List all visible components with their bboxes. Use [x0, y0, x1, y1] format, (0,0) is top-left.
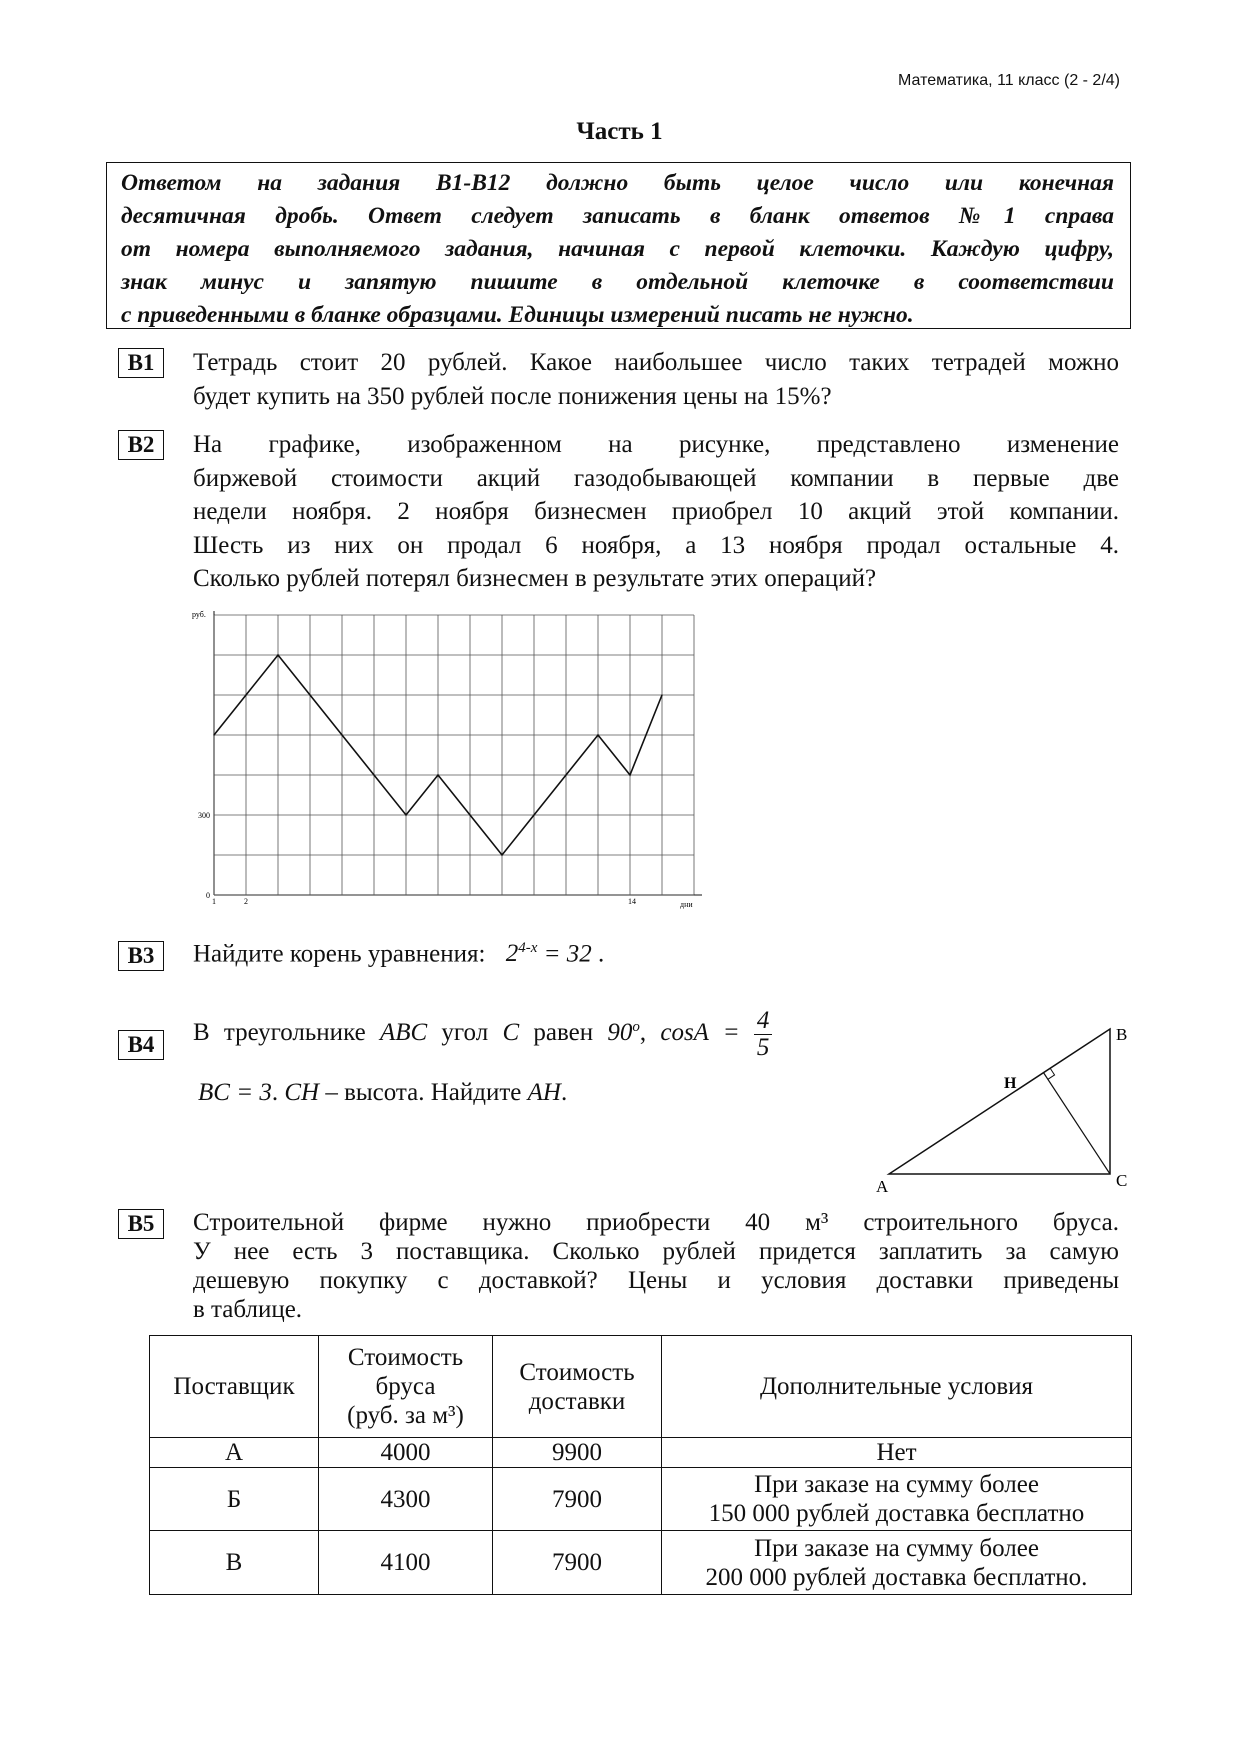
task-label-b1: B1 [118, 348, 164, 378]
point-h-label: H [1004, 1075, 1017, 1092]
text: – высота. Найдите [319, 1079, 528, 1106]
x-tick-label: 14 [628, 897, 636, 906]
suppliers-table [149, 1335, 1132, 1595]
task-label-b5: B5 [118, 1209, 164, 1239]
x-axis-label: дни [680, 900, 693, 909]
cond-line: 200 000 рублей доставка бесплатно. [705, 1563, 1088, 1591]
text: равен [533, 1019, 594, 1047]
y-axis-label: руб. [192, 610, 206, 619]
stock-price-chart [170, 600, 710, 920]
cell-supplier: А [150, 1438, 319, 1468]
task-b4-line2 [198, 1079, 567, 1107]
text: . [271, 1079, 285, 1106]
text: угол [441, 1019, 489, 1047]
b3-prompt: Найдите корень уравнения: [193, 940, 486, 968]
table-row [150, 1438, 1132, 1468]
cell-price: 4000 [319, 1438, 493, 1468]
header-line: Стоимость [519, 1358, 635, 1386]
instruction-line: с приведенными в бланке образцами. Единицы измерений писать не нужно. [121, 302, 914, 328]
vertex-b-label: B [1116, 1025, 1128, 1044]
x-tick-label: 1 [212, 897, 216, 906]
text-line: На графике, изображенном на рисунке, представлено изменение [193, 431, 1119, 458]
math-ch: CH [284, 1079, 320, 1106]
vertex-a-label: A [876, 1177, 889, 1196]
cell-conditions: Нет [662, 1438, 1132, 1468]
task-b5-text [193, 1208, 1119, 1324]
text-line: в таблице. [193, 1296, 303, 1323]
cell-conditions [662, 1468, 1132, 1531]
math-ah: AH [527, 1079, 561, 1106]
instruction-line: от номера выполняемого задания, начиная с первой клеточки. Каждую цифру, [121, 236, 1114, 262]
degree-sign: o [632, 1018, 640, 1035]
task-label-b2: B2 [118, 430, 164, 460]
cell-supplier: В [150, 1531, 319, 1595]
cell-supplier: Б [150, 1468, 319, 1531]
text: , [639, 1019, 647, 1047]
equation-exponent: 4-x [518, 940, 538, 956]
header-conditions: Дополнительные условия [662, 1336, 1132, 1438]
cell-delivery: 7900 [493, 1468, 662, 1531]
math-cos: cosA = [660, 1019, 740, 1047]
task-b3-text [193, 940, 604, 968]
table-row [150, 1468, 1132, 1531]
header-line: доставки [528, 1387, 626, 1415]
numerator: 4 [754, 1008, 773, 1035]
header-line: бруса [375, 1373, 436, 1400]
part-title: Часть 1 [576, 118, 663, 145]
cell-price: 4300 [319, 1468, 493, 1531]
header-line: Стоимость [347, 1344, 464, 1371]
text-line: У нее есть 3 поставщика. Сколько рублей придется заплатить за самую [193, 1238, 1119, 1265]
task-b2-text [193, 428, 1119, 596]
triangle-diagram [860, 1010, 1160, 1200]
page-header: Математика, 11 класс (2 - 2/4) [898, 72, 1120, 89]
text-line: Строительной фирме нужно приобрести 40 м³ строительного бруса. [193, 1209, 1119, 1236]
vertex-c-label: C [1116, 1171, 1128, 1190]
text: . [560, 1079, 568, 1106]
equation-base: 2 [505, 940, 519, 968]
instructions-box [106, 162, 1131, 329]
task-label-b4: B4 [118, 1030, 164, 1060]
equation-end: . [598, 940, 605, 968]
table-header-row [150, 1336, 1132, 1438]
task-b1-text [193, 346, 1119, 413]
header-price [319, 1336, 493, 1438]
text-line: будет купить на 350 рублей после понижения цены на 15%? [193, 382, 832, 410]
text-line: дешевую покупку с доставкой? Цены и условия доставки приведены [193, 1267, 1119, 1294]
text: В треугольнике [193, 1019, 366, 1047]
fraction [754, 1008, 773, 1061]
instruction-line: десятичная дробь. Ответ следует записать в бланк ответов №1 справа [121, 203, 1114, 229]
text-line: Сколько рублей потерял бизнесмен в результате этих операций? [193, 565, 877, 592]
cond-line: При заказе на сумму более [754, 1471, 1039, 1498]
equation-rhs: = 32 [543, 940, 592, 968]
header-line: (руб. за м³) [347, 1402, 464, 1429]
text-line: биржевой стоимости акций газодобывающей компании в первые две [193, 464, 1119, 492]
denominator: 5 [756, 1034, 770, 1061]
cond-line: 150 000 рублей доставка бесплатно [708, 1500, 1085, 1527]
task-label-b3: B3 [118, 941, 164, 971]
table-row [150, 1531, 1132, 1595]
text-line: недели ноября. 2 ноября бизнесмен приобрел 10 акций этой компании. [193, 498, 1119, 525]
y-tick-label: 0 [206, 891, 210, 900]
header-delivery [493, 1336, 662, 1438]
math-abc: ABC [379, 1019, 428, 1047]
task-b4-line1 [193, 1008, 772, 1061]
text-line: Тетрадь стоит 20 рублей. Какое наибольшее число таких тетрадей можно [193, 349, 1119, 376]
instruction-line: знак минус и запятую пишите в отдельной клеточке в соответствии [121, 269, 1114, 295]
cell-delivery: 7900 [493, 1531, 662, 1595]
header-supplier: Поставщик [150, 1336, 319, 1438]
y-tick-label: 300 [198, 811, 210, 820]
math-c: C [502, 1019, 520, 1047]
math-bc: BC = 3 [198, 1079, 272, 1106]
cell-delivery: 9900 [493, 1438, 662, 1468]
cell-price: 4100 [319, 1531, 493, 1595]
math-angle: 90 [607, 1019, 633, 1047]
cell-conditions [662, 1531, 1132, 1595]
text-line: Шесть из них он продал 6 ноября, а 13 ноября продал остальные 4. [193, 531, 1119, 559]
instruction-line: Ответом на задания B1-B12 должно быть целое число или конечная [121, 170, 1114, 196]
x-tick-label: 2 [244, 897, 248, 906]
cond-line: При заказе на сумму более [754, 1534, 1039, 1562]
